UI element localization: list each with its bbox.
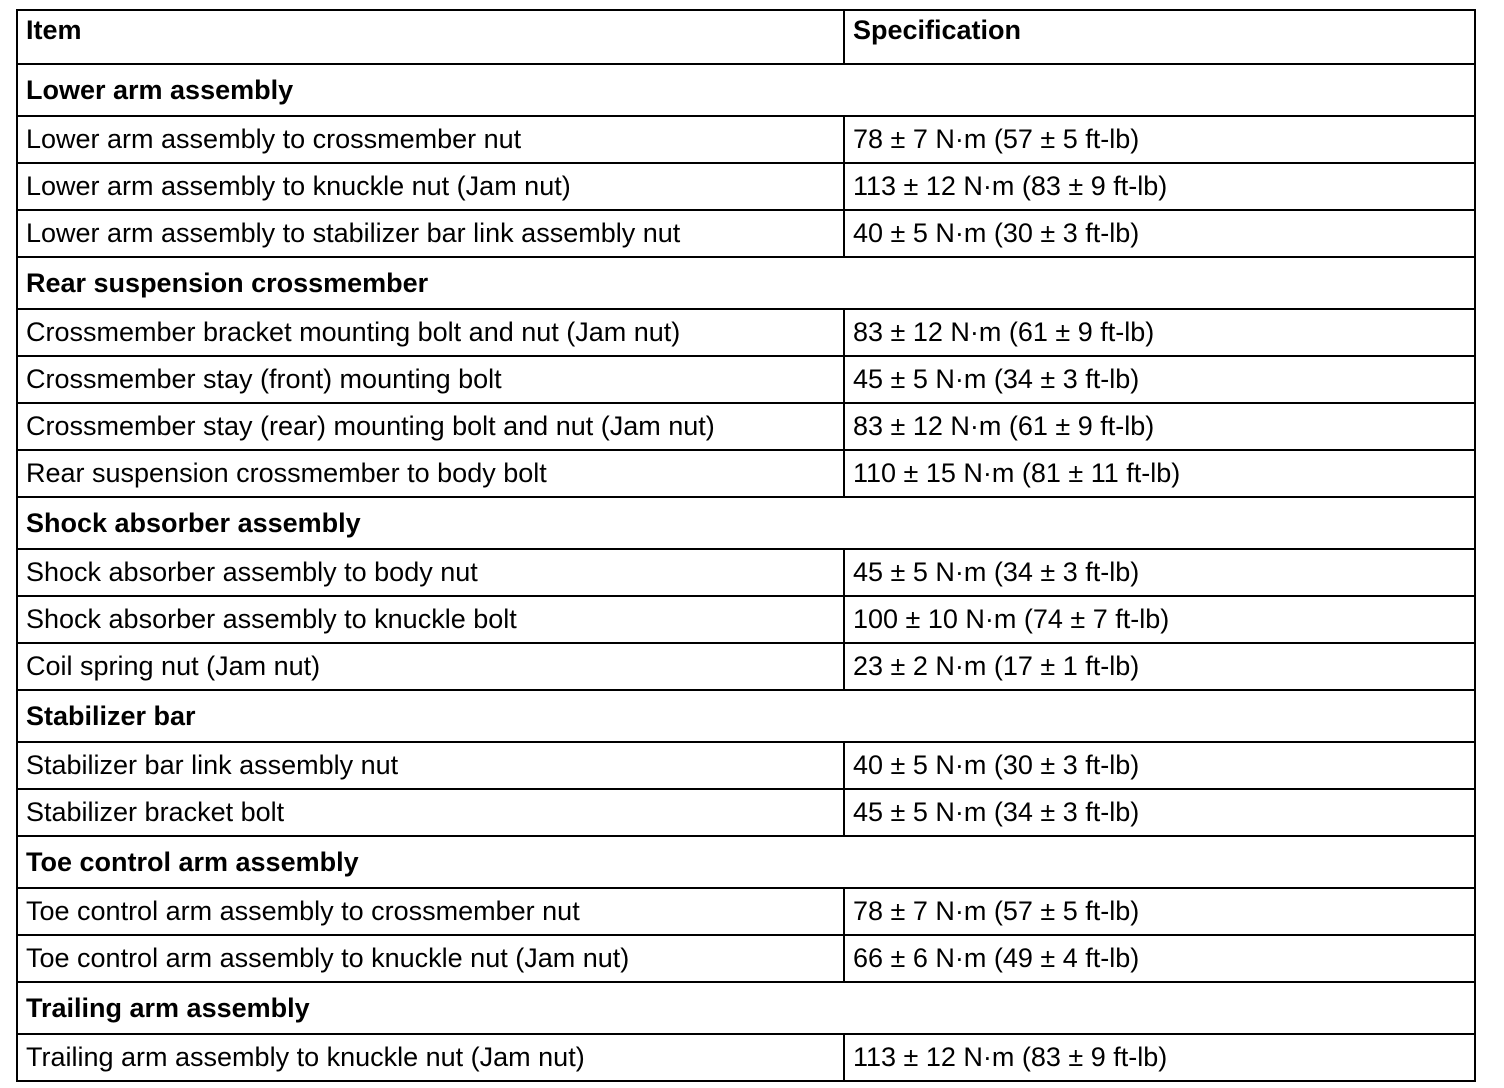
table-row xyxy=(17,1034,1475,1081)
item-cell: Shock absorber assembly to body nut xyxy=(17,549,844,596)
specification-cell: 66 ± 6 N·m (49 ± 4 ft-lb) xyxy=(844,935,1475,982)
table-row xyxy=(17,163,1475,210)
specification-cell: 78 ± 7 N·m (57 ± 5 ft-lb) xyxy=(844,888,1475,935)
table-row xyxy=(17,742,1475,789)
item-cell: Coil spring nut (Jam nut) xyxy=(17,643,844,690)
item-cell: Crossmember stay (rear) mounting bolt and nut (Jam nut) xyxy=(17,403,844,450)
item-cell: Lower arm assembly to crossmember nut xyxy=(17,116,844,163)
group-header-row xyxy=(17,497,1475,549)
specification-cell: 113 ± 12 N·m (83 ± 9 ft-lb) xyxy=(844,163,1475,210)
item-cell: Crossmember stay (front) mounting bolt xyxy=(17,356,844,403)
item-cell: Stabilizer bracket bolt xyxy=(17,789,844,836)
column-header-specification: Specification xyxy=(844,10,1475,64)
table-row xyxy=(17,356,1475,403)
item-cell: Stabilizer bar link assembly nut xyxy=(17,742,844,789)
item-cell: Lower arm assembly to stabilizer bar link assembly nut xyxy=(17,210,844,257)
table-row xyxy=(17,596,1475,643)
torque-spec-table xyxy=(16,9,1476,1082)
item-cell: Toe control arm assembly to crossmember nut xyxy=(17,888,844,935)
specification-cell: 78 ± 7 N·m (57 ± 5 ft-lb) xyxy=(844,116,1475,163)
table-row xyxy=(17,116,1475,163)
table-body xyxy=(17,10,1475,1081)
table-header-row xyxy=(17,10,1475,64)
column-header-item: Item xyxy=(17,10,844,64)
table-row xyxy=(17,549,1475,596)
group-title: Stabilizer bar xyxy=(17,690,1475,742)
item-cell: Trailing arm assembly to knuckle nut (Jam nut) xyxy=(17,1034,844,1081)
group-header-row xyxy=(17,982,1475,1034)
specification-cell: 83 ± 12 N·m (61 ± 9 ft-lb) xyxy=(844,403,1475,450)
group-title: Trailing arm assembly xyxy=(17,982,1475,1034)
item-cell: Crossmember bracket mounting bolt and nut (Jam nut) xyxy=(17,309,844,356)
item-cell: Shock absorber assembly to knuckle bolt xyxy=(17,596,844,643)
group-header-row xyxy=(17,690,1475,742)
specification-cell: 113 ± 12 N·m (83 ± 9 ft-lb) xyxy=(844,1034,1475,1081)
item-cell: Toe control arm assembly to knuckle nut (Jam nut) xyxy=(17,935,844,982)
table-row xyxy=(17,403,1475,450)
item-cell: Rear suspension crossmember to body bolt xyxy=(17,450,844,497)
specification-cell: 40 ± 5 N·m (30 ± 3 ft-lb) xyxy=(844,742,1475,789)
group-header-row xyxy=(17,64,1475,116)
table-row xyxy=(17,450,1475,497)
specification-cell: 110 ± 15 N·m (81 ± 11 ft-lb) xyxy=(844,450,1475,497)
group-title: Toe control arm assembly xyxy=(17,836,1475,888)
table-row xyxy=(17,309,1475,356)
item-cell: Lower arm assembly to knuckle nut (Jam nut) xyxy=(17,163,844,210)
table-row xyxy=(17,210,1475,257)
specification-cell: 45 ± 5 N·m (34 ± 3 ft-lb) xyxy=(844,789,1475,836)
group-header-row xyxy=(17,257,1475,309)
table-row xyxy=(17,935,1475,982)
specification-cell: 23 ± 2 N·m (17 ± 1 ft-lb) xyxy=(844,643,1475,690)
table-row xyxy=(17,643,1475,690)
table-row xyxy=(17,888,1475,935)
specification-cell: 40 ± 5 N·m (30 ± 3 ft-lb) xyxy=(844,210,1475,257)
specification-cell: 100 ± 10 N·m (74 ± 7 ft-lb) xyxy=(844,596,1475,643)
specification-cell: 83 ± 12 N·m (61 ± 9 ft-lb) xyxy=(844,309,1475,356)
specification-cell: 45 ± 5 N·m (34 ± 3 ft-lb) xyxy=(844,356,1475,403)
group-header-row xyxy=(17,836,1475,888)
specification-cell: 45 ± 5 N·m (34 ± 3 ft-lb) xyxy=(844,549,1475,596)
group-title: Lower arm assembly xyxy=(17,64,1475,116)
table-row xyxy=(17,789,1475,836)
group-title: Rear suspension crossmember xyxy=(17,257,1475,309)
group-title: Shock absorber assembly xyxy=(17,497,1475,549)
